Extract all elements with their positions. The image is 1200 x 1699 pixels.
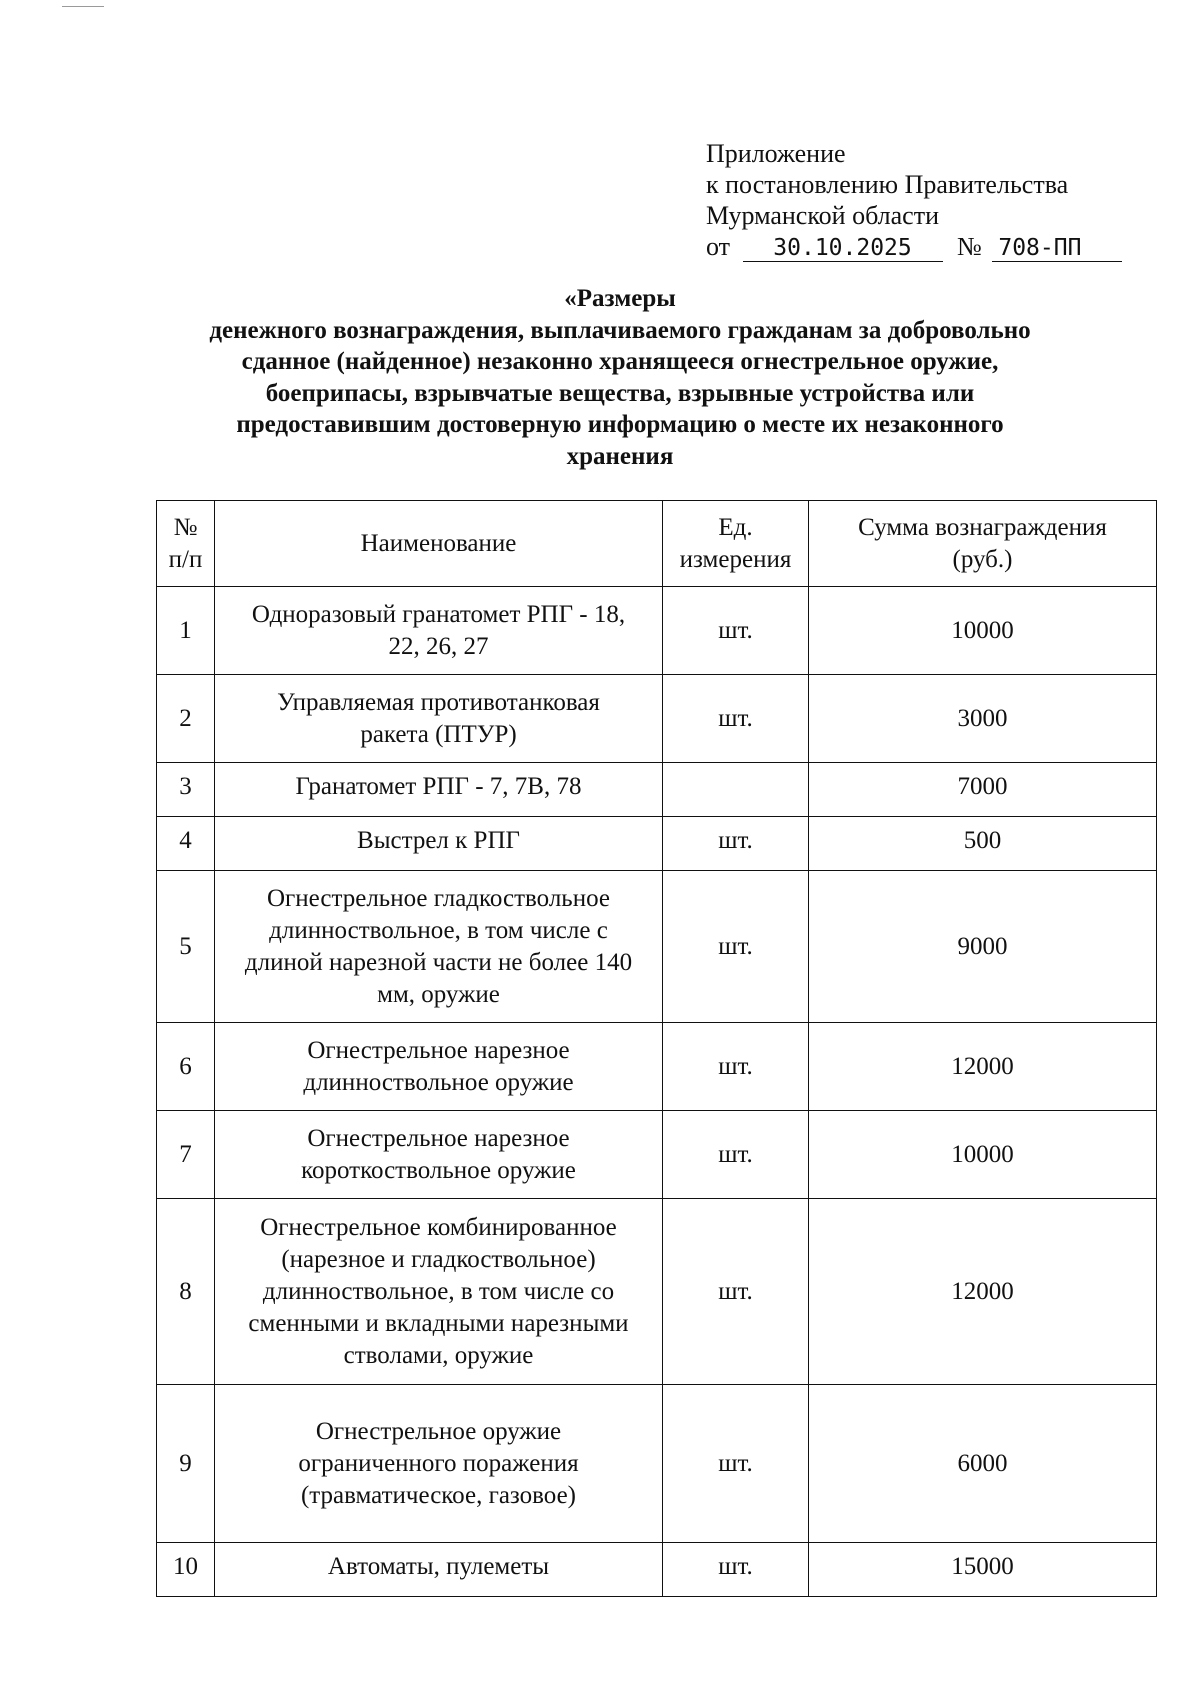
row-name-line: Огнестрельное гладкоствольное [267, 884, 610, 912]
row-number: 4 [157, 817, 215, 871]
row-name-line: Огнестрельное нарезное [307, 1036, 570, 1064]
table-row [157, 587, 1157, 675]
number-sign: № [957, 232, 982, 261]
table-row [157, 763, 1157, 817]
row-name [215, 1111, 663, 1199]
row-name [215, 675, 663, 763]
row-name-line: Автоматы, пулеметы [327, 1553, 550, 1580]
row-unit: шт. [663, 1385, 809, 1543]
row-unit: шт. [663, 1023, 809, 1111]
row-name-line: Управляемая противотанковая [277, 688, 600, 716]
row-number: 2 [157, 675, 215, 763]
title-line: денежного вознаграждения, выплачиваемого гражданам за добровольно [209, 316, 1031, 344]
row-name-line: длинноствольное оружие [303, 1068, 574, 1096]
row-name [215, 817, 663, 871]
row-name-line: короткоствольное оружие [301, 1156, 576, 1184]
header-unit [663, 501, 809, 587]
header-num-line: п/п [168, 545, 203, 573]
row-sum: 3000 [809, 675, 1157, 763]
resolution-date: 30.10.2025 [743, 235, 943, 262]
row-name-line: Огнестрельное оружие [315, 1417, 562, 1445]
row-name-line: Гранатомет РПГ - 7, 7В, 78 [295, 773, 582, 800]
header-num [157, 501, 215, 587]
header-unit-line: Ед. [718, 513, 753, 541]
row-sum: 9000 [809, 871, 1157, 1023]
row-name-line: сменными и вкладными нарезными [248, 1309, 629, 1337]
row-number: 7 [157, 1111, 215, 1199]
row-name-line: длинноствольное, в том числе с [269, 916, 608, 944]
annex-resolution-ref: к постановлению Правительства [706, 170, 1069, 199]
table-row [157, 1023, 1157, 1111]
title-line: предоставившим достоверную информацию о месте их незаконного [236, 411, 1004, 438]
row-sum: 12000 [809, 1199, 1157, 1385]
date-prefix: от [706, 232, 731, 261]
row-sum: 15000 [809, 1543, 1157, 1597]
row-name-line: ракета (ПТУР) [360, 720, 517, 748]
row-number: 9 [157, 1385, 215, 1543]
table-row [157, 1111, 1157, 1199]
row-sum: 6000 [809, 1385, 1157, 1543]
annex-header [706, 138, 1146, 262]
row-sum: 500 [809, 817, 1157, 871]
header-sum [809, 501, 1157, 587]
row-name-line: (травматическое, газовое) [300, 1481, 577, 1509]
row-name [215, 763, 663, 817]
row-name-line: Одноразовый гранатомет РПГ - 18, [251, 600, 626, 628]
row-name [215, 1543, 663, 1597]
row-name [215, 1199, 663, 1385]
annex-date-line [706, 231, 1146, 262]
table-header-row [157, 501, 1157, 587]
row-name [215, 1023, 663, 1111]
row-name-line: мм, оружие [377, 980, 500, 1008]
table-row [157, 675, 1157, 763]
title-line: сданное (найденное) незаконно хранящееся огнестрельное оружие, [241, 348, 999, 375]
row-name-line: Огнестрельное комбинированное [260, 1213, 617, 1241]
row-sum: 10000 [809, 1111, 1157, 1199]
header-name: Наименование [215, 501, 663, 587]
header-sum-line: Сумма вознаграждения [858, 513, 1107, 541]
table-row [157, 1199, 1157, 1385]
row-name [215, 587, 663, 675]
header-unit-line: измерения [679, 545, 792, 573]
row-unit [663, 763, 809, 817]
table-row [157, 1543, 1157, 1597]
title-line: хранения [566, 442, 674, 470]
row-unit: шт. [663, 871, 809, 1023]
row-number: 10 [157, 1543, 215, 1597]
row-name [215, 871, 663, 1023]
header-num-line: № [173, 513, 198, 541]
title-line: «Размеры [564, 285, 676, 312]
row-unit: шт. [663, 1111, 809, 1199]
row-name-line: Огнестрельное нарезное [307, 1124, 570, 1152]
row-name-line: стволами, оружие [343, 1341, 534, 1369]
row-number: 3 [157, 763, 215, 817]
document-title [160, 283, 1080, 472]
row-sum: 12000 [809, 1023, 1157, 1111]
resolution-number: 708-ПП [992, 235, 1122, 262]
row-number: 5 [157, 871, 215, 1023]
row-number: 8 [157, 1199, 215, 1385]
row-name-line: длиной нарезной части не более 140 [244, 948, 633, 976]
row-number: 6 [157, 1023, 215, 1111]
row-unit: шт. [663, 587, 809, 675]
row-sum: 10000 [809, 587, 1157, 675]
row-unit: шт. [663, 1199, 809, 1385]
row-unit: шт. [663, 817, 809, 871]
row-unit: шт. [663, 1543, 809, 1597]
annex-label: Приложение [706, 139, 846, 168]
row-unit: шт. [663, 675, 809, 763]
row-name-line: Выстрел к РПГ [357, 827, 520, 854]
row-number: 1 [157, 587, 215, 675]
row-name-line: 22, 26, 27 [388, 632, 489, 660]
table-row [157, 1385, 1157, 1543]
row-name [215, 1385, 663, 1543]
row-name-line: длинноствольное, в том числе со [262, 1277, 615, 1305]
table-row [157, 817, 1157, 871]
row-name-line: (нарезное и гладкоствольное) [281, 1245, 596, 1273]
table-row [157, 871, 1157, 1023]
table-body [157, 587, 1157, 1597]
rewards-table [156, 500, 1157, 1597]
top-edge-mark [62, 6, 104, 7]
header-sum-line: (руб.) [952, 545, 1013, 573]
annex-region: Мурманской области [706, 201, 939, 230]
row-sum: 7000 [809, 763, 1157, 817]
title-line: боеприпасы, взрывчатые вещества, взрывные устройства или [265, 379, 975, 407]
row-name-line: ограниченного поражения [298, 1449, 579, 1477]
